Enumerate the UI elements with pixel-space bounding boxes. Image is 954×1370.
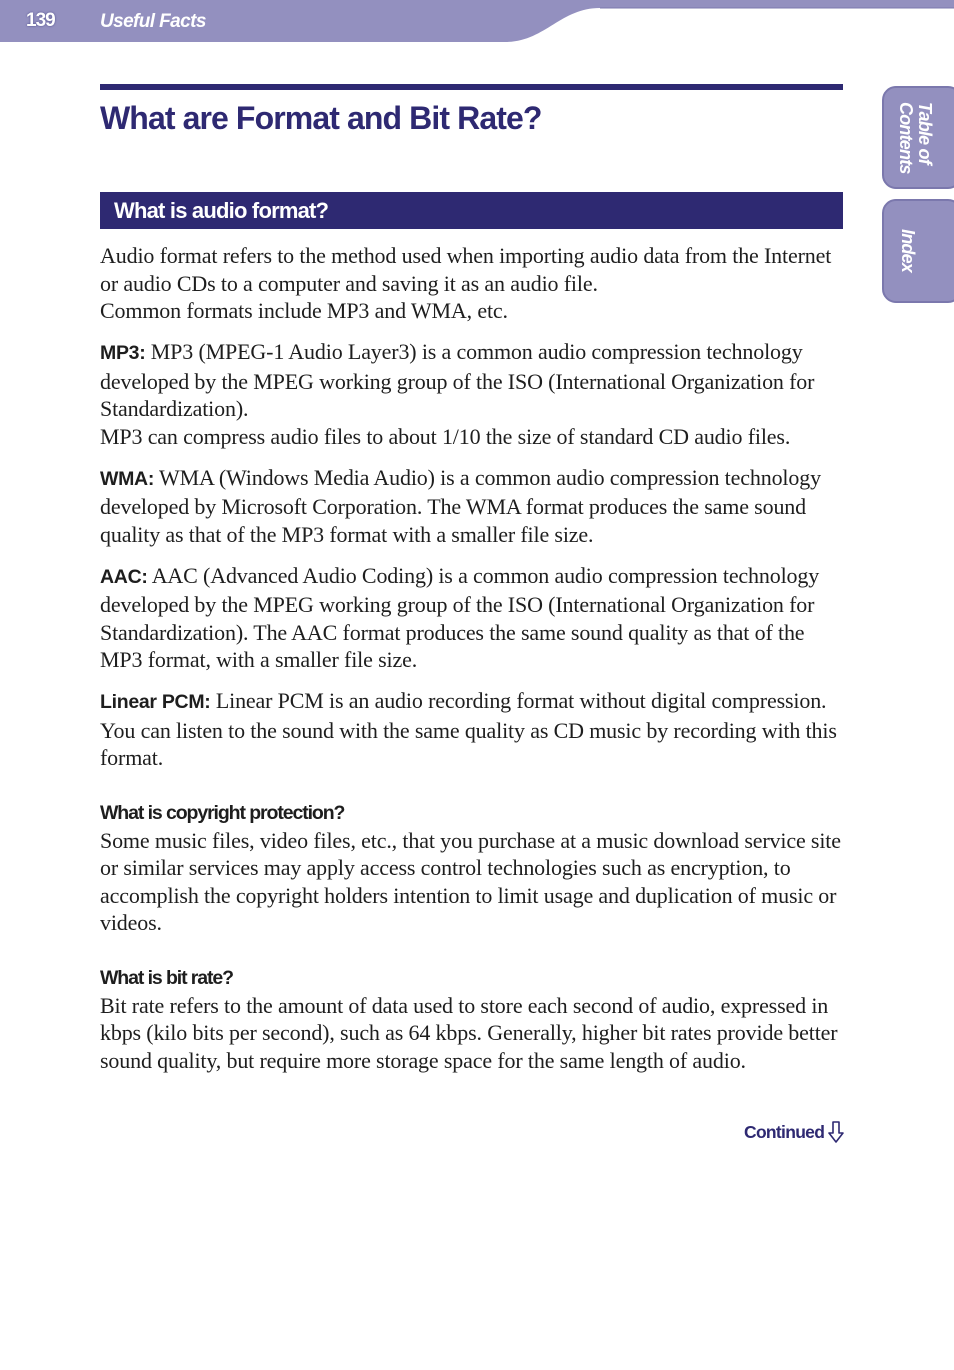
- page-number: 139: [26, 10, 55, 31]
- bit-rate-heading: What is bit rate?: [100, 966, 233, 989]
- main-content: [100, 84, 843, 1074]
- term-entry-linear-pcm: [100, 687, 843, 772]
- intro-paragraph: Audio format refers to the method used when importing audio data from the Internet or audio CDs to a computer and saving it as an audio file.: [100, 243, 832, 296]
- intro-common-formats: Common formats include MP3 and WMA, etc.: [100, 298, 508, 323]
- term-label: Linear PCM:: [100, 691, 211, 713]
- section-name: Useful Facts: [100, 11, 206, 32]
- bit-rate-body: Bit rate refers to the amount of data used to store each second of audio, expressed in kbps (kilo bits per second), such as 64 kbps. Generally, higher bit rates provide better sound quality, but require more storage space for the same length of audio.: [100, 992, 838, 1073]
- continued-label: Continued: [744, 1121, 825, 1142]
- page-title: What are Format and Bit Rate?: [100, 100, 542, 136]
- term-entry-aac: [100, 562, 843, 674]
- header-band: [0, 0, 954, 44]
- term-label: WMA:: [100, 467, 155, 490]
- copyright-body: Some music files, video files, etc., that you purchase at a music download service site or similar services may apply access control technologies such as encryption, to accomplish the copyright holders intention to limit usage and duplication of music or videos.: [100, 827, 841, 935]
- table-of-contents-tab-label: Table of Contents: [896, 102, 935, 174]
- term-label: MP3:: [100, 342, 146, 364]
- copyright-heading: What is copyright protection?: [100, 801, 345, 824]
- audio-format-intro: [100, 242, 843, 325]
- index-tab[interactable]: [882, 199, 954, 303]
- term-label: AAC:: [100, 565, 148, 588]
- term-description: AAC (Advanced Audio Coding) is a common audio compression technology developed by the MPEG working group of the ISO (International Organization for Standardization). The AAC format produces the same sound quality as that of the MP3 format, with a smaller file size.: [100, 562, 820, 672]
- table-of-contents-tab[interactable]: [882, 86, 954, 189]
- index-tab-label: Index: [898, 229, 918, 273]
- title-rule: [100, 84, 843, 90]
- arrow-down-outline-icon: [828, 1121, 844, 1143]
- continued-link[interactable]: [744, 1121, 844, 1143]
- term-description: Linear PCM is an audio recording format without digital compression. You can listen to the sound with the same quality as CD music by recording with this format.: [100, 688, 837, 770]
- term-description: MP3 (MPEG-1 Audio Layer3) is a common audio compression technology developed by the MPEG working group of the ISO (International Organization for Standardization).: [100, 339, 815, 421]
- section-heading-audio-format: What is audio format?: [100, 192, 843, 229]
- term-description: WMA (Windows Media Audio) is a common audio compression technology developed by Microsoft Corporation. The WMA format produces the same sound quality as that of the MP3 format with a smaller file size.: [100, 464, 821, 547]
- term-entry-mp3: [100, 338, 843, 450]
- term-extra-note: MP3 can compress audio files to about 1/10 the size of standard CD audio files.: [100, 423, 791, 449]
- term-entry-wma: [100, 464, 843, 549]
